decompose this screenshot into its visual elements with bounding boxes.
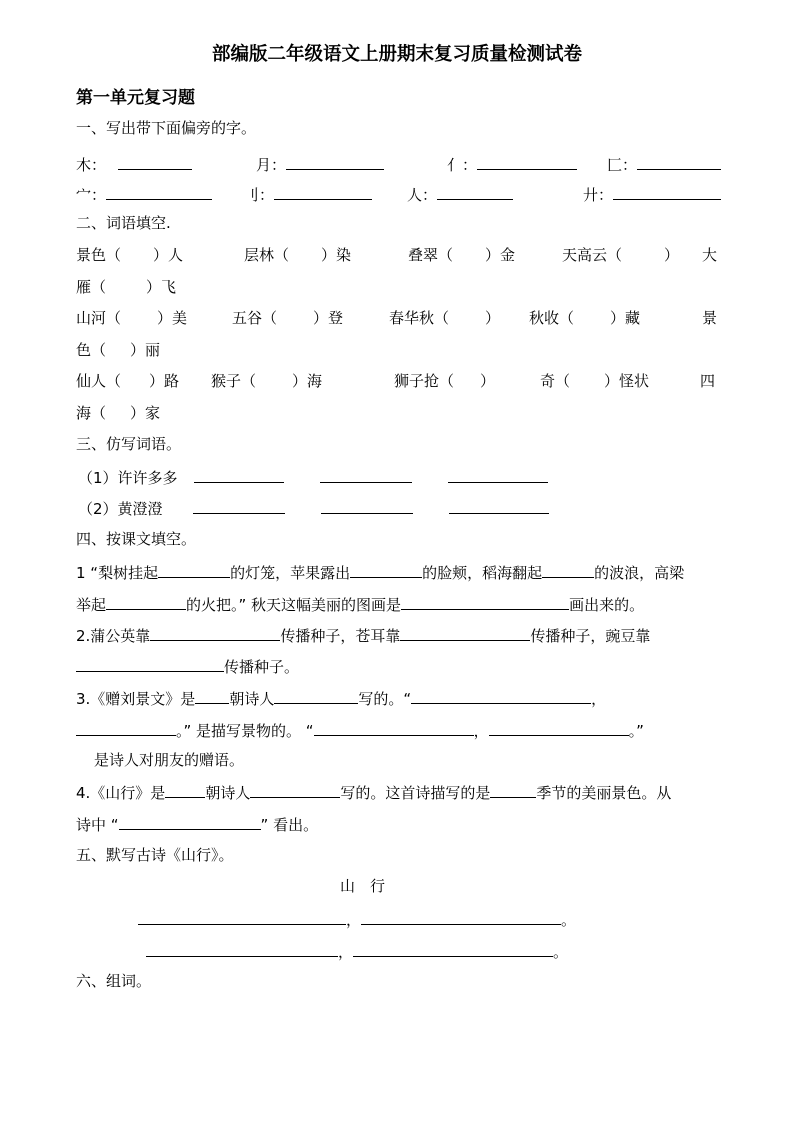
text: 。” bbox=[628, 722, 644, 740]
text: 季节的美丽景色。从 bbox=[536, 784, 672, 802]
poem-line-1 bbox=[138, 908, 576, 930]
text: 写的。“ bbox=[358, 690, 412, 708]
fill-sihai-end bbox=[76, 403, 160, 423]
answer-blank[interactable] bbox=[411, 687, 591, 704]
q4-line-2 bbox=[76, 813, 318, 835]
poem-blank[interactable] bbox=[138, 908, 346, 925]
radical-ren-side bbox=[447, 153, 577, 175]
poem-blank[interactable] bbox=[353, 940, 553, 957]
poem-title: 山 行 bbox=[340, 877, 386, 895]
text: 的火把。” 秋天这幅美丽的图画是 bbox=[186, 596, 402, 614]
q3-line-2 bbox=[76, 719, 644, 741]
phrase-end: ） bbox=[664, 246, 680, 264]
phrase-end: ） bbox=[485, 309, 501, 327]
fill-xianren bbox=[76, 371, 179, 391]
section-4-heading: 四、按课文填空。 bbox=[76, 530, 197, 548]
answer-blank[interactable] bbox=[489, 719, 629, 736]
radical-label: 刂： bbox=[244, 186, 275, 204]
phrase-end: ）染 bbox=[321, 246, 352, 264]
fill-dayan-start: 大 bbox=[702, 246, 718, 264]
q3-line-3: 是诗人对朋友的赠语。 bbox=[94, 751, 245, 769]
fill-cenglin bbox=[244, 245, 351, 265]
answer-blank[interactable] bbox=[320, 466, 412, 483]
answer-blank[interactable] bbox=[449, 497, 549, 514]
answer-blank[interactable] bbox=[477, 153, 577, 170]
text: ， bbox=[591, 690, 607, 708]
section-3-heading: 三、仿写词语。 bbox=[76, 435, 182, 453]
section-2-heading: 二、词语填空. bbox=[76, 214, 171, 232]
text: 写的。这首诗描写的是 bbox=[340, 784, 491, 802]
text: 3.《赠刘景文》是 bbox=[76, 690, 196, 708]
radical-dao bbox=[244, 183, 372, 205]
poem-blank[interactable] bbox=[146, 940, 338, 957]
text: 举起 bbox=[76, 596, 107, 614]
fill-dayan-end bbox=[76, 277, 176, 297]
radical-fang bbox=[607, 153, 721, 175]
radical-yue bbox=[256, 153, 384, 175]
radical-ren bbox=[407, 183, 513, 205]
phrase-start: 海（ bbox=[76, 404, 107, 422]
answer-blank[interactable] bbox=[490, 781, 536, 798]
text: 2.蒲公英靠 bbox=[76, 627, 151, 645]
text: 传播种子，豌豆靠 bbox=[530, 627, 651, 645]
phrase-end: ）丽 bbox=[130, 341, 161, 359]
phrase-start: 狮子抢（ bbox=[394, 372, 455, 390]
answer-blank[interactable] bbox=[400, 624, 530, 641]
fill-tiangao bbox=[562, 245, 679, 265]
phrase-end: ） bbox=[480, 372, 496, 390]
fill-sihai-start: 四 bbox=[700, 372, 716, 390]
period: 。 bbox=[561, 911, 577, 929]
phrase-end: ）登 bbox=[313, 309, 344, 327]
section-6-heading: 六、组词。 bbox=[76, 972, 152, 990]
text: 的灯笼，苹果露出 bbox=[230, 564, 351, 582]
fill-houzi bbox=[211, 371, 322, 391]
item-label: （2）黄澄澄 bbox=[78, 500, 163, 518]
phrase-start: 五谷（ bbox=[232, 309, 278, 327]
phrase-end: ）海 bbox=[292, 372, 323, 390]
text: 4.《山行》是 bbox=[76, 784, 166, 802]
phrase-start: 色（ bbox=[76, 341, 107, 359]
answer-blank[interactable] bbox=[165, 781, 205, 798]
answer-blank[interactable] bbox=[448, 466, 548, 483]
exam-title: 部编版二年级语文上册期末复习质量检测试卷 bbox=[211, 44, 582, 65]
answer-blank[interactable] bbox=[437, 183, 513, 200]
radical-label: 月： bbox=[256, 156, 287, 174]
fill-shanhe bbox=[76, 308, 187, 328]
fill-qiushou bbox=[529, 308, 640, 328]
text: 1 “梨树挂起 bbox=[76, 564, 159, 582]
answer-blank[interactable] bbox=[76, 655, 224, 672]
fill-jingse2-end bbox=[76, 340, 160, 360]
section-1-heading: 一、写出带下面偏旁的字。 bbox=[76, 119, 257, 137]
fill-diecui bbox=[408, 245, 515, 265]
text: 传播种子，苍耳靠 bbox=[280, 627, 401, 645]
poem-blank[interactable] bbox=[361, 908, 561, 925]
phrase-end: ）路 bbox=[149, 372, 180, 390]
answer-blank[interactable] bbox=[106, 183, 212, 200]
radical-gong bbox=[583, 183, 721, 205]
answer-blank[interactable] bbox=[195, 687, 229, 704]
answer-blank[interactable] bbox=[314, 719, 474, 736]
phrase-end: ）家 bbox=[130, 404, 161, 422]
fill-qi bbox=[540, 371, 649, 391]
phrase-end: ）怪状 bbox=[604, 372, 650, 390]
imitate-item-2 bbox=[78, 497, 549, 519]
answer-blank[interactable] bbox=[250, 781, 340, 798]
phrase-start: 景色（ bbox=[76, 246, 122, 264]
answer-blank[interactable] bbox=[118, 153, 192, 170]
radical-label: 木： bbox=[76, 156, 107, 174]
answer-blank[interactable] bbox=[150, 624, 280, 641]
text: ， bbox=[473, 722, 489, 740]
phrase-end: ）人 bbox=[153, 246, 184, 264]
text: 诗中 “ bbox=[76, 816, 119, 834]
phrase-end: ）飞 bbox=[146, 278, 177, 296]
phrase-end: ）美 bbox=[157, 309, 188, 327]
text: 画出来的。 bbox=[569, 596, 645, 614]
radical-label: 廾： bbox=[583, 186, 614, 204]
radical-label: 宀： bbox=[76, 186, 107, 204]
fill-jingse2-start: 景 bbox=[702, 309, 718, 327]
answer-blank[interactable] bbox=[106, 593, 186, 610]
text: 的脸颊，稻海翻起 bbox=[422, 564, 543, 582]
q2-line-2 bbox=[76, 655, 299, 677]
period: 。 bbox=[553, 943, 569, 961]
answer-blank[interactable] bbox=[193, 497, 285, 514]
phrase-start: 层林（ bbox=[244, 246, 290, 264]
fill-chunhua bbox=[389, 308, 500, 328]
answer-blank[interactable] bbox=[158, 561, 230, 578]
answer-blank[interactable] bbox=[350, 561, 422, 578]
text: ” 看出。 bbox=[260, 816, 319, 834]
comma: ， bbox=[346, 911, 362, 929]
answer-blank[interactable] bbox=[194, 466, 284, 483]
item-label: （1）许许多多 bbox=[78, 469, 178, 487]
q2-line-1 bbox=[76, 624, 650, 646]
radical-mu bbox=[76, 153, 192, 175]
phrase-end: ）藏 bbox=[610, 309, 641, 327]
imitate-item-1 bbox=[78, 466, 548, 488]
poem-line-2 bbox=[146, 940, 568, 962]
text: 传播种子。 bbox=[224, 658, 300, 676]
phrase-start: 仙人（ bbox=[76, 372, 122, 390]
radical-mian bbox=[76, 183, 212, 205]
phrase-start: 奇（ bbox=[540, 372, 571, 390]
radical-label: 亻： bbox=[447, 156, 478, 174]
unit-subtitle: 第一单元复习题 bbox=[76, 88, 195, 108]
answer-blank[interactable] bbox=[321, 497, 413, 514]
answer-blank[interactable] bbox=[76, 719, 176, 736]
phrase-start: 猴子（ bbox=[211, 372, 257, 390]
phrase-start: 雁（ bbox=[76, 278, 107, 296]
q3-line-1 bbox=[76, 687, 606, 709]
fill-wugu bbox=[232, 308, 343, 328]
answer-blank[interactable] bbox=[274, 183, 372, 200]
text: 的波浪，高梁 bbox=[594, 564, 685, 582]
fill-jingse bbox=[76, 245, 183, 265]
radical-label: 匚： bbox=[607, 156, 638, 174]
phrase-start: 春华秋（ bbox=[389, 309, 450, 327]
text: 。” 是描写景物的。 “ bbox=[176, 722, 314, 740]
answer-blank[interactable] bbox=[613, 183, 721, 200]
q1-line-2 bbox=[76, 593, 644, 615]
section-5-heading: 五、默写古诗《山行》。 bbox=[76, 846, 234, 864]
phrase-end: ）金 bbox=[485, 246, 516, 264]
fill-shizi bbox=[394, 371, 495, 391]
comma: ， bbox=[338, 943, 354, 961]
q4-line-1 bbox=[76, 781, 671, 803]
phrase-start: 山河（ bbox=[76, 309, 122, 327]
answer-blank[interactable] bbox=[542, 561, 594, 578]
text: 朝诗人 bbox=[229, 690, 275, 708]
phrase-start: 天高云（ bbox=[562, 246, 623, 264]
answer-blank[interactable] bbox=[401, 593, 569, 610]
answer-blank[interactable] bbox=[119, 813, 261, 830]
answer-blank[interactable] bbox=[637, 153, 721, 170]
radical-label: 人： bbox=[407, 186, 438, 204]
phrase-start: 秋收（ bbox=[529, 309, 575, 327]
answer-blank[interactable] bbox=[274, 687, 358, 704]
q1-line-1 bbox=[76, 561, 684, 583]
text: 朝诗人 bbox=[205, 784, 251, 802]
answer-blank[interactable] bbox=[286, 153, 384, 170]
phrase-start: 叠翠（ bbox=[408, 246, 454, 264]
